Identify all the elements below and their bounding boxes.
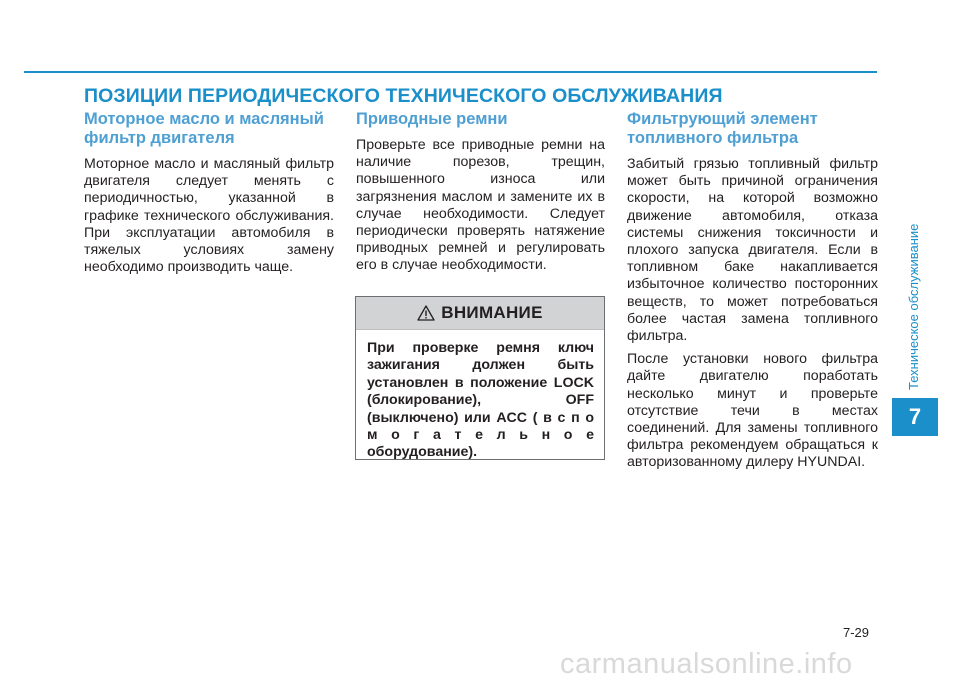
top-rule <box>24 71 877 73</box>
heading-drive-belts: Приводные ремни <box>356 110 508 128</box>
heading-engine-oil: Моторное масло и масляный фильтр двигателя <box>84 110 324 147</box>
paragraph-drive-belts: Проверьте все приводные ремни на наличие порезов, трещин, повышенного износа или загрязнения маслом и замените их в случае необходимости. Следует периодически проверять натяжение приводных ремней и регулировать его в случае необходимости. <box>356 137 605 274</box>
column-engine-oil <box>84 110 334 282</box>
warning-box <box>355 296 605 460</box>
column-drive-belts <box>356 110 605 281</box>
paragraph-engine-oil: Моторное масло и масляный фильтр двигателя следует менять с периодичностью, указанной в графике технического обслуживания. При эксплуатации автомобиля в тяжелых условиях замену необходимо производить чаще. <box>84 156 334 276</box>
paragraph-fuel-filter-2: После установки нового фильтра дайте двигателю поработать несколько минут и проверьте отсутствие течи в местах соединений. Для замены топливного фильтра рекомендуем обращаться к авторизованному дилеру HYUNDAI. <box>627 351 878 471</box>
chapter-number-tab: 7 <box>892 398 938 436</box>
column-fuel-filter <box>627 110 878 478</box>
watermark: carmanualsonline.info <box>560 648 853 680</box>
warning-text: При проверке ремня ключ зажигания должен быть установлен в положение LOCK (блокирование), OFF (выключено) или ACC ( в с п о м о г а т е л ь н о е оборудование). <box>367 340 594 461</box>
heading-fuel-filter: Фильтрующий элемент топливного фильтра <box>627 110 818 147</box>
side-tab-label: Техническое обслуживание <box>906 223 921 390</box>
warning-title: ВНИМАНИЕ <box>441 303 543 322</box>
warning-triangle-icon <box>417 305 435 321</box>
page-number: 7-29 <box>843 625 870 640</box>
paragraph-fuel-filter-1: Забитый грязью топливный фильтр может быть причиной ограничения скорости, на которой возможно движение автомобиля, отказа системы снижения токсичности и плохого запуска двигателя. Если в топливном баке накапливается избыточное количество посторонних веществ, то может потребоваться более частая замена топливного фильтра. <box>627 156 878 345</box>
warning-header <box>356 297 604 330</box>
section-title: ПОЗИЦИИ ПЕРИОДИЧЕСКОГО ТЕХНИЧЕСКОГО ОБСЛУЖИВАНИЯ <box>84 85 723 107</box>
